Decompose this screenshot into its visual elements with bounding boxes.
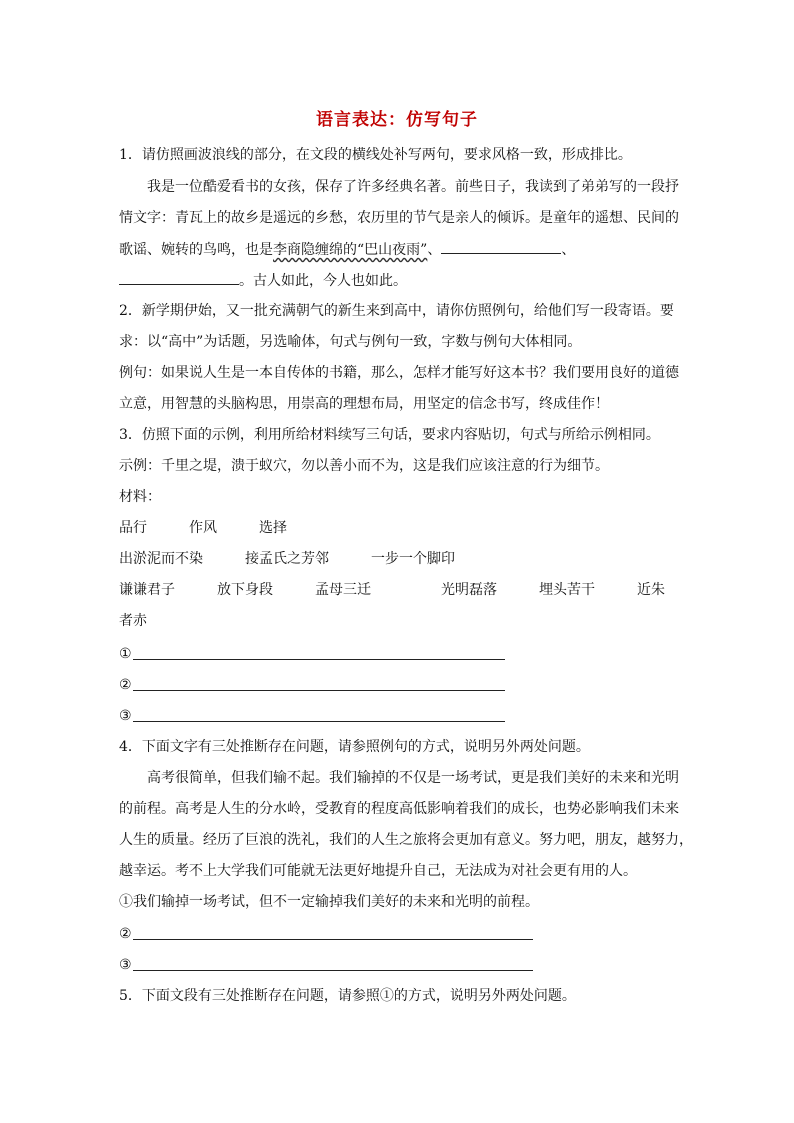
q3-material-item: 接孟氏之芳邻 [245, 551, 329, 567]
q1-text: 歌谣、婉转的鸟鸣，也是 [119, 242, 273, 258]
q3-answer-line-1[interactable] [133, 659, 505, 660]
q3-material-item: 放下身段 [217, 582, 273, 598]
page-title: 语言表达：仿写句子 [316, 110, 478, 130]
q3-material-item: 出淤泥而不染 [119, 551, 203, 567]
q3-material-item: 孟母三迁 [315, 582, 371, 598]
q3-material-item: 品行 [119, 520, 147, 536]
q2-prompt: 求：以“高中”为话题，另选喻体，句式与例句一致，字数与例句大体相同。 [119, 334, 582, 350]
q3-material-label: 材料： [119, 489, 161, 505]
q1-text: 、 [561, 242, 576, 258]
q1-wavy-underlined-text: 李商隐缠绵的“巴山夜雨” [273, 242, 428, 258]
q4-paragraph-line: 的前程。高考是人生的分水岭，受教育的程度高低影响着我们的成长，也势必影响我们未来 [119, 801, 679, 817]
q3-material-item: 光明磊落 [441, 582, 497, 598]
q2-example: 立意，用智慧的头脑构思，用崇高的理想布局，用坚定的信念书写，终成佳作！ [119, 396, 609, 412]
q3-example: 示例：千里之堤，溃于蚁穴，勿以善小而不为，这是我们应该注意的行为细节。 [119, 458, 609, 474]
q3-answer-number: ① [119, 646, 132, 662]
q4-prompt: 4．下面文字有三处推断存在问题，请参照例句的方式，说明另外两处问题。 [119, 739, 590, 755]
q3-material-item: 埋头苦干 [539, 582, 595, 598]
q3-material-item: 谦谦君子 [119, 582, 175, 598]
q1-text: 、 [427, 242, 442, 258]
q1-text: 。古人如此，今人也如此。 [239, 273, 407, 289]
q4-paragraph-line: 高考很简单，但我们输不起。我们输掉的不仅是一场考试，更是我们美好的未来和光明 [147, 770, 679, 786]
q3-answer-line-2[interactable] [133, 690, 505, 691]
q3-material-item: 者赤 [119, 613, 147, 629]
q5-prompt: 5．下面文段有三处推断存在问题，请参照①的方式，说明另外两处问题。 [119, 988, 576, 1004]
q3-material-item: 一步一个脚印 [371, 551, 455, 567]
q4-answer-line-2[interactable] [133, 939, 533, 940]
q3-material-item: 近朱 [637, 582, 665, 598]
q4-answer-line-3[interactable] [133, 970, 533, 971]
q4-answer-number: ② [119, 926, 132, 942]
q3-answer-number: ② [119, 677, 132, 693]
q2-prompt: 2．新学期伊始，又一批充满朝气的新生来到高中，请你仿照例句，给他们写一段寄语。要 [119, 303, 674, 319]
q1-paragraph-line: 我是一位酷爱看书的女孩，保存了许多经典名著。前些日子，我读到了弟弟写的一段抒 [147, 179, 679, 195]
q1-prompt: 1．请仿照画波浪线的部分，在文段的横线处补写两句，要求风格一致，形成排比。 [119, 147, 632, 163]
q1-paragraph-line [119, 239, 575, 260]
q2-example: 例句：如果说人生是一本自传体的书籍，那么，怎样才能写好这本书？我们要用良好的道德 [119, 365, 679, 381]
q4-answer-number: ③ [119, 957, 132, 973]
q1-paragraph-line: 情文字：青瓦上的故乡是遥远的乡愁，农历里的节气是亲人的倾诉。是童年的遥想、民间的 [119, 210, 679, 226]
q1-paragraph-line [119, 270, 407, 291]
q3-answer-line-3[interactable] [133, 721, 505, 722]
q4-example-answer: ①我们输掉一场考试，但不一定输掉我们美好的未来和光明的前程。 [119, 894, 539, 910]
q3-material-item: 作风 [189, 520, 217, 536]
q1-blank-2[interactable] [119, 270, 239, 285]
q1-blank-1[interactable] [441, 239, 561, 254]
q3-answer-number: ③ [119, 708, 132, 724]
q3-material-item: 选择 [259, 520, 287, 536]
q4-paragraph-line: 越幸运。考不上大学我们可能就无法更好地提升自己，无法成为对社会更有用的人。 [119, 863, 637, 879]
q3-prompt: 3．仿照下面的示例，利用所给材料续写三句话，要求内容贴切，句式与所给示例相同。 [119, 427, 660, 443]
q4-paragraph-line: 人生的质量。经历了巨浪的洗礼，我们的人生之旅将会更加有意义。努力吧，朋友，越努力， [119, 832, 693, 848]
